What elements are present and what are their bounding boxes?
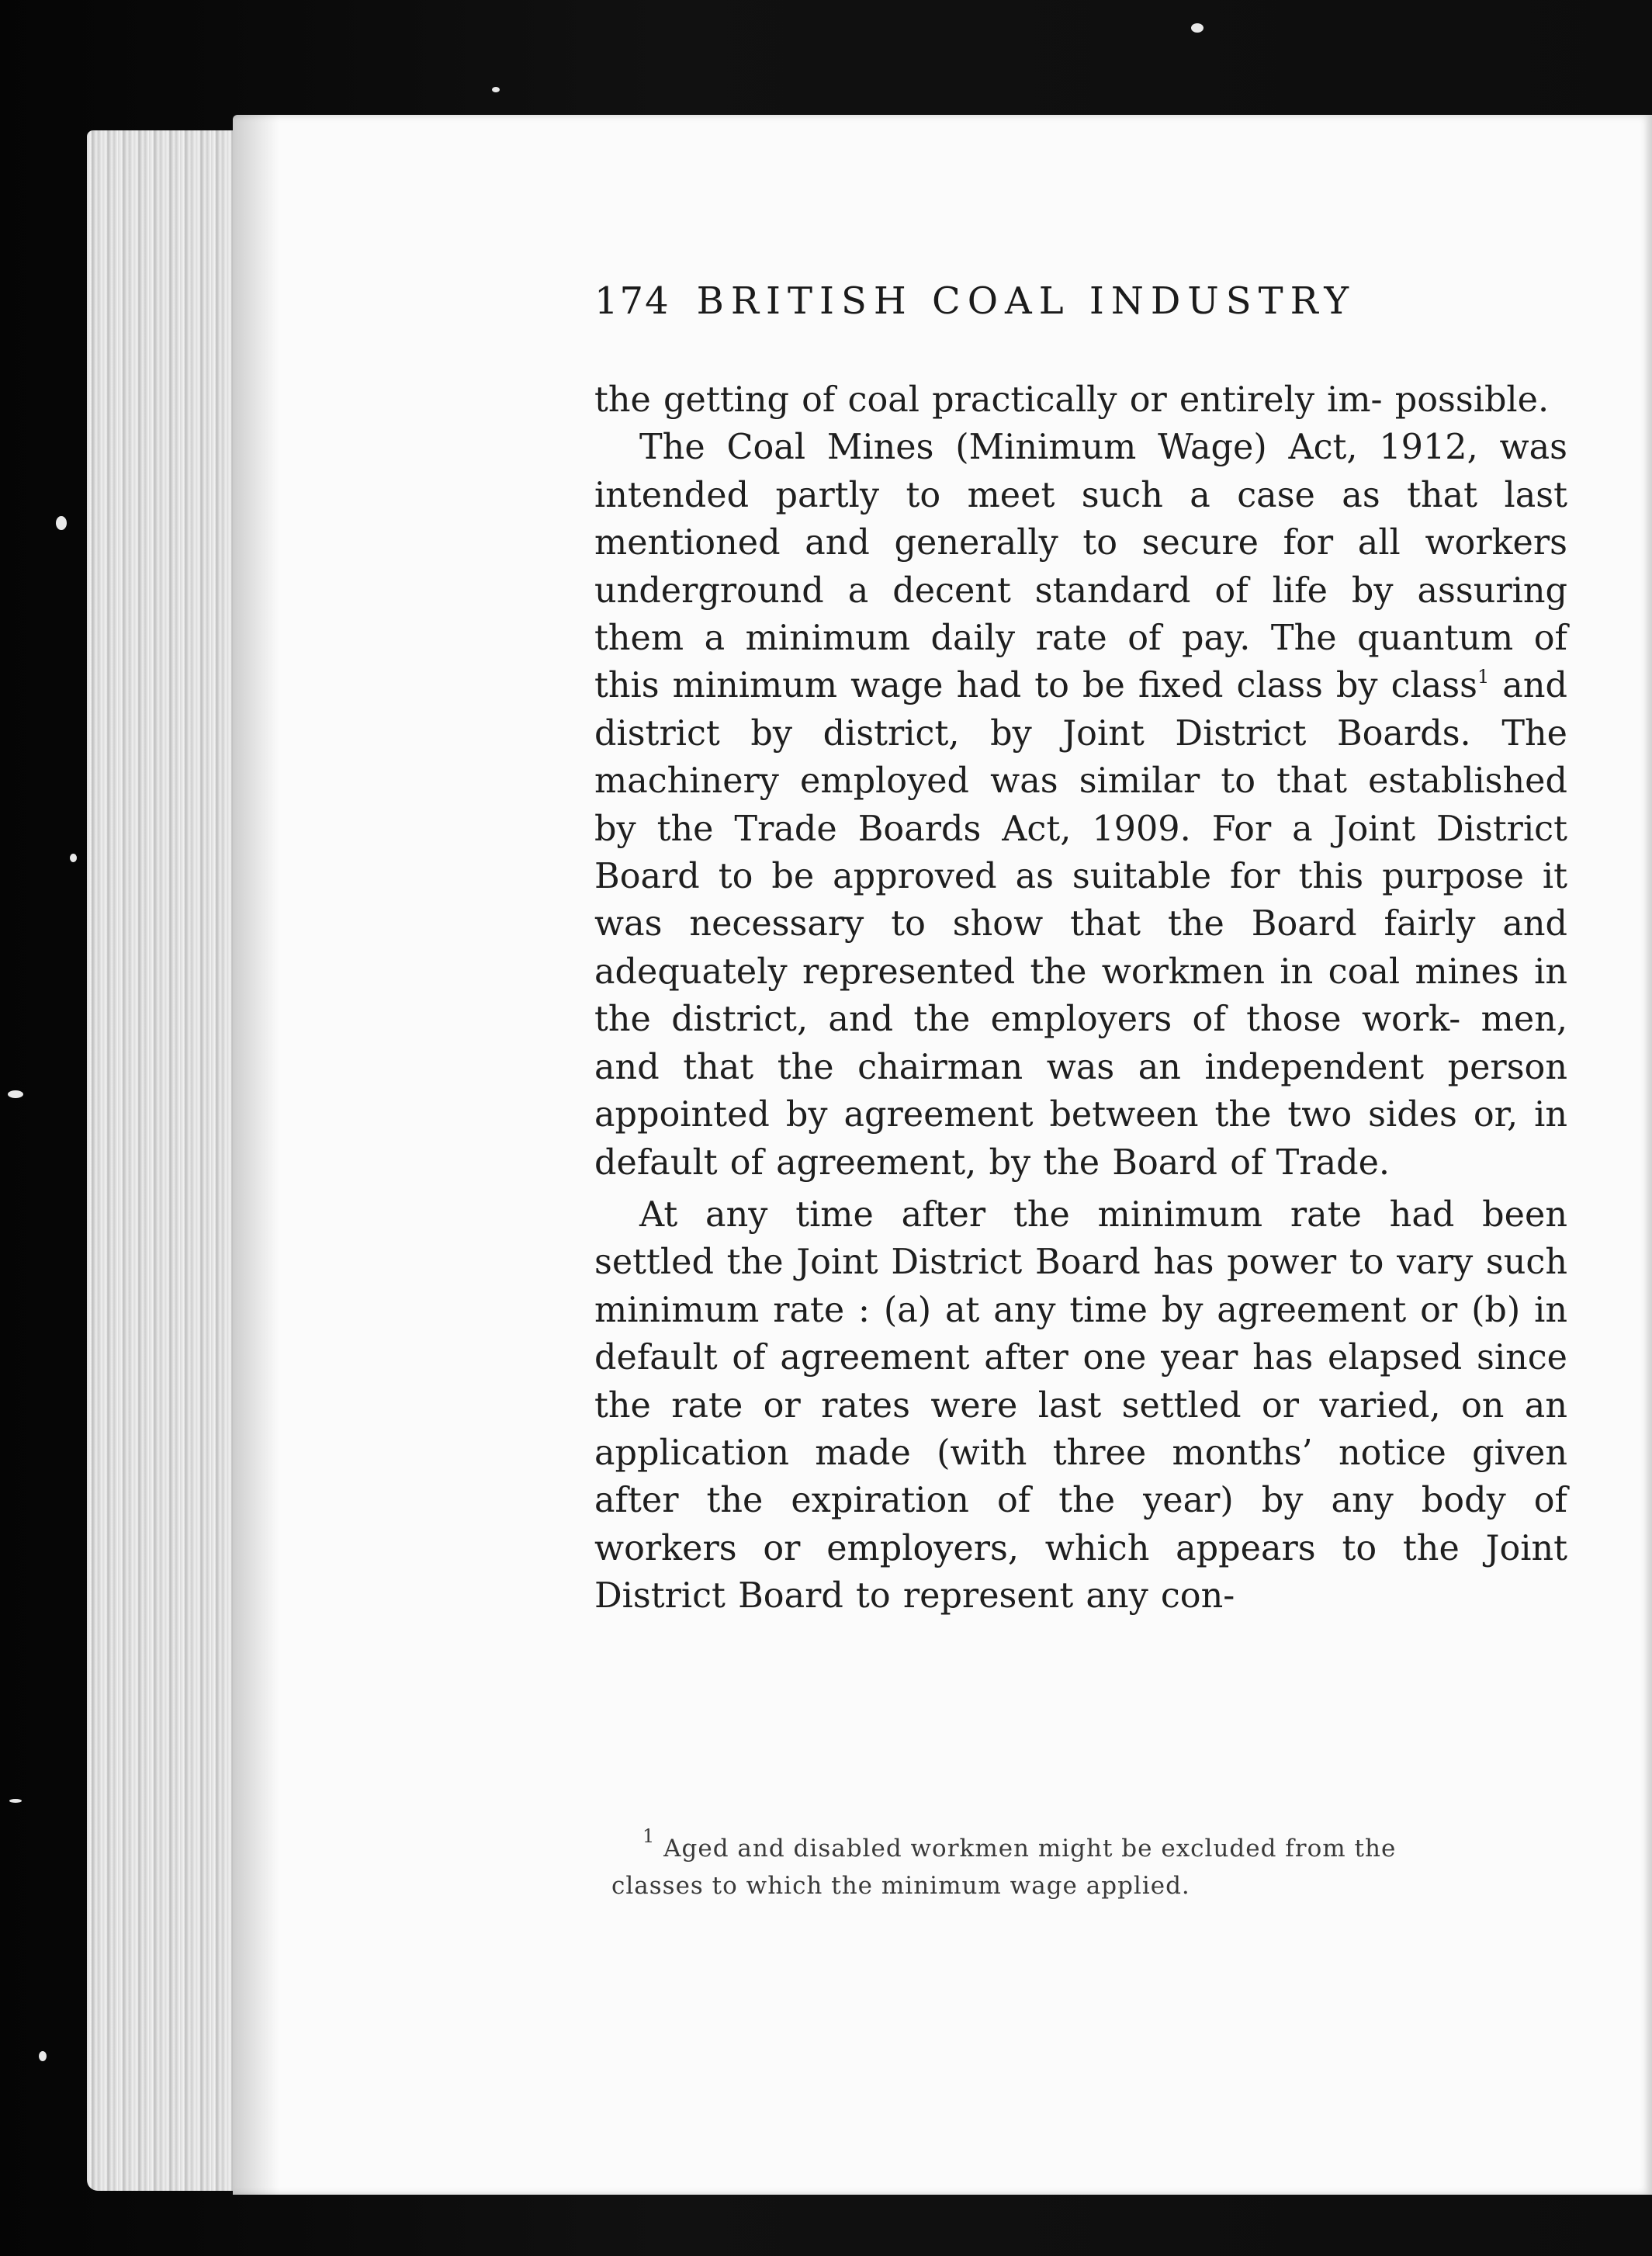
footnote-reference: 1	[1477, 666, 1490, 688]
text-line: similar to that established by the Trade Boards	[594, 761, 1567, 849]
footnote-text: Aged and disabled workmen might be excluded from the	[663, 1835, 1397, 1863]
scan-speck	[70, 854, 77, 862]
text-line: assuring them a minimum daily rate of pay. The	[594, 570, 1567, 659]
text-line: workers underground a decent standard of life by	[594, 523, 1567, 611]
paragraph-minimum-wage-act	[594, 424, 1567, 1187]
text-line: the getting of coal practically or entirely im-	[594, 380, 1383, 420]
scan-speck	[1191, 23, 1204, 33]
text-line: notice given after the expiration of the year) by	[594, 1433, 1568, 1521]
text-line: settled the Joint District Board has power to vary	[594, 1242, 1474, 1283]
scan-speck	[492, 87, 500, 92]
text-line: adequately represented the workmen in coal mines	[594, 951, 1519, 992]
text-line: quantum of this minimum wage had to be fixed	[594, 619, 1567, 706]
text-line: approved as suitable for this purpose it was	[594, 857, 1567, 944]
text-line: person appointed by agreement between the two	[594, 1047, 1567, 1135]
footnote-line	[611, 1825, 1581, 1867]
text-line: men, and that the chairman was an independent	[594, 1000, 1567, 1087]
text-line: was intended partly to meet such a case as that	[594, 428, 1567, 515]
text-line: or (b) in default of agreement after one year has	[594, 1290, 1567, 1378]
text-line: to the Joint District Board to represent any con-	[594, 1528, 1568, 1617]
page-gutter-shadow	[233, 115, 279, 2195]
paragraph-continued	[594, 376, 1567, 424]
footnote-marker: 1	[642, 1825, 656, 1847]
text-line: Act, 1909. For a Joint District Board to be	[594, 809, 1567, 897]
text-line: in the district, and the employers of those work-	[594, 951, 1567, 1040]
text-line: The Coal Mines (Minimum Wage) Act, 1912,	[639, 428, 1478, 468]
scan-speck	[56, 516, 67, 530]
text-line: elapsed since the rate or rates were last settled or	[594, 1338, 1567, 1426]
text-line: necessary to show that the Board fairly and	[689, 904, 1567, 944]
text-line: such minimum rate : (a) at any time by agreement	[594, 1242, 1567, 1330]
text-line: any body of workers or employers, which appears	[594, 1481, 1567, 1568]
paragraph-rate-variation	[594, 1191, 1567, 1620]
text-line: sides or, in default of agreement, by the Board of	[594, 1095, 1567, 1183]
running-head	[594, 279, 1479, 323]
text-line: class by class	[1236, 666, 1477, 706]
page-number: 174	[594, 279, 670, 323]
text-line: last mentioned and generally to secure for all	[594, 475, 1567, 563]
running-head-title: BRITISH COAL INDUSTRY	[696, 279, 1356, 323]
scan-speck	[9, 1799, 22, 1803]
text-line: Trade.	[1276, 1142, 1391, 1183]
text-line: varied, on an application made (with three months’	[594, 1385, 1567, 1473]
footnote	[611, 1825, 1581, 1904]
body-text	[594, 376, 1567, 1620]
scan-speck	[8, 1090, 23, 1098]
footnote-line: classes to which the minimum wage applied.	[611, 1872, 1190, 1900]
text-line: District Boards. The machinery employed was	[594, 713, 1567, 802]
text-line: At any time after the minimum rate had been	[639, 1194, 1567, 1235]
text-line: and district by district, by Joint	[594, 666, 1567, 754]
scan-speck	[39, 2051, 47, 2061]
text-line: possible.	[1394, 380, 1550, 420]
